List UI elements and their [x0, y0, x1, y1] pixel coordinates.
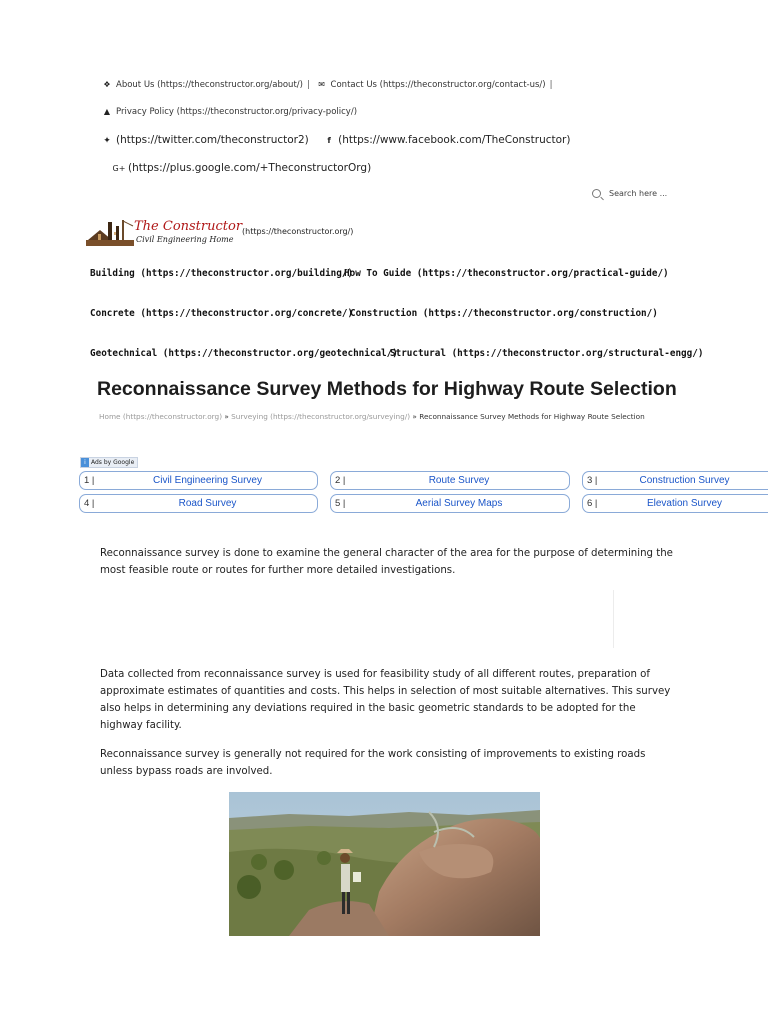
breadcrumb-separator: » — [412, 412, 417, 421]
facebook-link[interactable]: (https://www.facebook.com/TheConstructor) — [338, 134, 571, 146]
twitter-link[interactable]: (https://twitter.com/theconstructor2) — [116, 134, 309, 146]
ad-link-road-survey[interactable] — [79, 494, 318, 513]
ads-label: Ads by Google — [91, 459, 135, 466]
ad-link-elevation-survey[interactable] — [582, 494, 768, 513]
breadcrumb-separator: » — [224, 412, 229, 421]
article-photo — [229, 792, 540, 936]
twitter-icon: ✦ — [103, 136, 111, 146]
nav-geotechnical[interactable]: Geotechnical (https://theconstructor.org/geotechnical/) — [90, 348, 398, 359]
ads-by-google-badge[interactable] — [80, 457, 138, 468]
search-bar[interactable] — [592, 189, 667, 198]
warning-icon: ▲ — [103, 107, 111, 116]
ad-label: Road Survey — [178, 498, 237, 509]
separator: | — [549, 80, 553, 90]
ad-number: 3 | — [587, 475, 598, 486]
page-title: Reconnaissance Survey Methods for Highway Route Selection — [97, 378, 677, 400]
info-icon: ❖ — [103, 80, 111, 89]
social-row — [102, 134, 570, 146]
google-plus-icon: G+ — [112, 164, 126, 173]
site-logo[interactable] — [86, 218, 241, 248]
ad-number: 2 | — [335, 475, 346, 486]
privacy-link[interactable]: Privacy Policy (https://theconstructor.org/privacy-policy/) — [116, 107, 358, 117]
paragraph-data-collected: Data collected from reconnaissance survey is used for feasibility study of all different routes, preparation of approximate estimates of quantities and costs. This helps in selection of most suitable alternatives. This survey also helps in determining any deviations required in the basic geometric standards to be adopted for the highway facility. — [100, 669, 671, 731]
ad-label: Route Survey — [428, 475, 490, 486]
google-row — [112, 162, 371, 174]
privacy-row — [102, 107, 357, 117]
facebook-icon: f — [327, 136, 331, 145]
logo-link[interactable]: (https://theconstructor.org/) — [242, 227, 354, 236]
ad-link-construction-survey[interactable] — [582, 471, 768, 490]
logo-name: The Constructor — [134, 219, 243, 234]
breadcrumb — [99, 412, 645, 421]
envelope-icon: ✉ — [318, 80, 325, 89]
ad-label: Aerial Survey Maps — [415, 498, 503, 509]
ad-link-route-survey[interactable] — [330, 471, 570, 490]
paragraph-intro: Reconnaissance survey is done to examine the general character of the area for the purpose of determining the most feasible route or routes for further more detailed investigations. — [100, 548, 673, 576]
ad-number: 1 | — [84, 475, 95, 486]
divider — [613, 590, 614, 648]
search-input[interactable]: Search here ... — [609, 189, 668, 198]
ad-label: Civil Engineering Survey — [153, 475, 262, 486]
logo-tagline: Civil Engineering Home — [136, 235, 234, 244]
about-link[interactable]: About Us (https://theconstructor.org/about/) — [116, 80, 303, 90]
ad-label: Construction Survey — [639, 475, 730, 486]
search-icon[interactable] — [592, 189, 601, 198]
ad-info-icon[interactable]: i — [81, 458, 89, 467]
breadcrumb-current: Reconnaissance Survey Methods for Highway Route Selection — [419, 412, 645, 421]
contact-link[interactable]: Contact Us (https://theconstructor.org/contact-us/) — [330, 80, 546, 90]
separator: | — [306, 80, 310, 90]
nav-construction[interactable]: Construction (https://theconstructor.org/construction/) — [350, 308, 658, 319]
ad-link-civil-engineering-survey[interactable] — [79, 471, 318, 490]
nav-concrete[interactable]: Concrete (https://theconstructor.org/concrete/) — [90, 308, 354, 319]
logo-building-icon — [86, 218, 134, 248]
ad-number: 4 | — [84, 498, 95, 509]
breadcrumb-home[interactable]: Home (https://theconstructor.org) — [99, 412, 223, 421]
nav-howto[interactable]: How To Guide (https://theconstructor.org/practical-guide/) — [344, 268, 669, 279]
ad-number: 6 | — [587, 498, 598, 509]
google-link[interactable]: (https://plus.google.com/+TheconstructorOrg) — [128, 162, 372, 174]
breadcrumb-surveying[interactable]: Surveying (https://theconstructor.org/surveying/) — [231, 412, 411, 421]
top-links-row — [102, 80, 556, 90]
ad-label: Elevation Survey — [646, 498, 723, 509]
paragraph-not-required: Reconnaissance survey is generally not required for the work consisting of improvements to existing roads unless bypass roads are involved. — [100, 749, 646, 777]
ad-number: 5 | — [335, 498, 346, 509]
nav-structural[interactable]: Structural (https://theconstructor.org/structural-engg/) — [390, 348, 704, 359]
ad-link-aerial-survey-maps[interactable] — [330, 494, 570, 513]
nav-building[interactable]: Building (https://theconstructor.org/building/) — [90, 268, 354, 279]
